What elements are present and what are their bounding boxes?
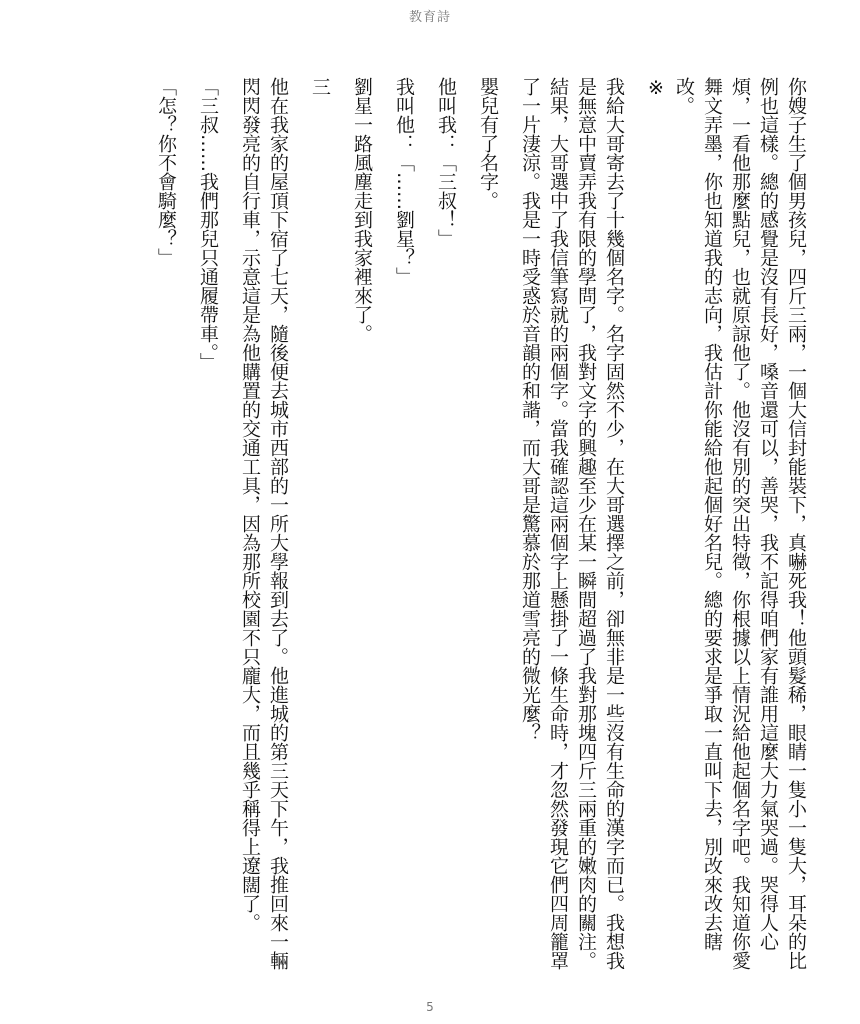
section-mark: ※ [645,77,667,99]
paragraph: 他叫我：「三叔！」 [435,77,457,248]
paragraph: 劉星一路風塵走到我家裡來了。 [351,77,373,343]
paragraph: 你嫂子生了個男孩兒，四斤三兩，一個大信封能裝下，真嚇死我！他頭髮稀，眼睛一隻小一隻大，耳朵的比例也這樣。總的感覺是沒有長好，嗓音還可以，善哭，我不記得咱們家有誰用這麼大力氣哭過。哭得人心煩，一看他那麼點兒，也就原諒他了。他沒有別的突出特徵，你根據以上情況給他起個名字吧。我知道你愛舞文弄墨，你也知道我的志向，我估計你能給他起個好名兒。總的要求是爭取一直叫下去，別改來改去瞎改。 [673,77,807,970]
section-heading: 三 [309,77,331,96]
paragraph: 他在我家的屋頂下宿了七天，隨後便去城市西部的一所大學報到去了。他進城的第三天下午，我推回來一輛閃閃發亮的自行車，示意這是為他購置的交通工具，因為那所校園不只龐大，而且幾乎稱得上遼闊了。 [239,77,289,970]
paragraph: 我叫他：「……劉星？」 [393,77,415,286]
paragraph: 「三叔……我們那兒只通履帶車。」 [197,77,219,372]
paragraph: 嬰兒有了名字。 [477,77,499,210]
document-body [90,58,810,978]
paragraph: 我給大哥寄去了十幾個名字。名字固然不少，在大哥選擇之前，卻無非是一些沒有生命的漢字而已。我想我是無意中賣弄我有限的學問了，我對文字的興趣至少在某一瞬間超過了我對那塊四斤三兩重的嫩肉的關注。結果，大哥選中了我信筆寫就的兩個字。當我確認這兩個字上懸掛了一條生命時，才忽然發現它們四周籠罩了一片淒涼。我是一時受惑於音韻的和諧，而大哥是驚慕於那道雪亮的微光麼？ [519,77,625,970]
page-header-title: 教育詩 [408,10,451,25]
paragraph: 「怎？你不會騎麼？」 [155,77,177,267]
page-number: 5 [426,1000,434,1014]
